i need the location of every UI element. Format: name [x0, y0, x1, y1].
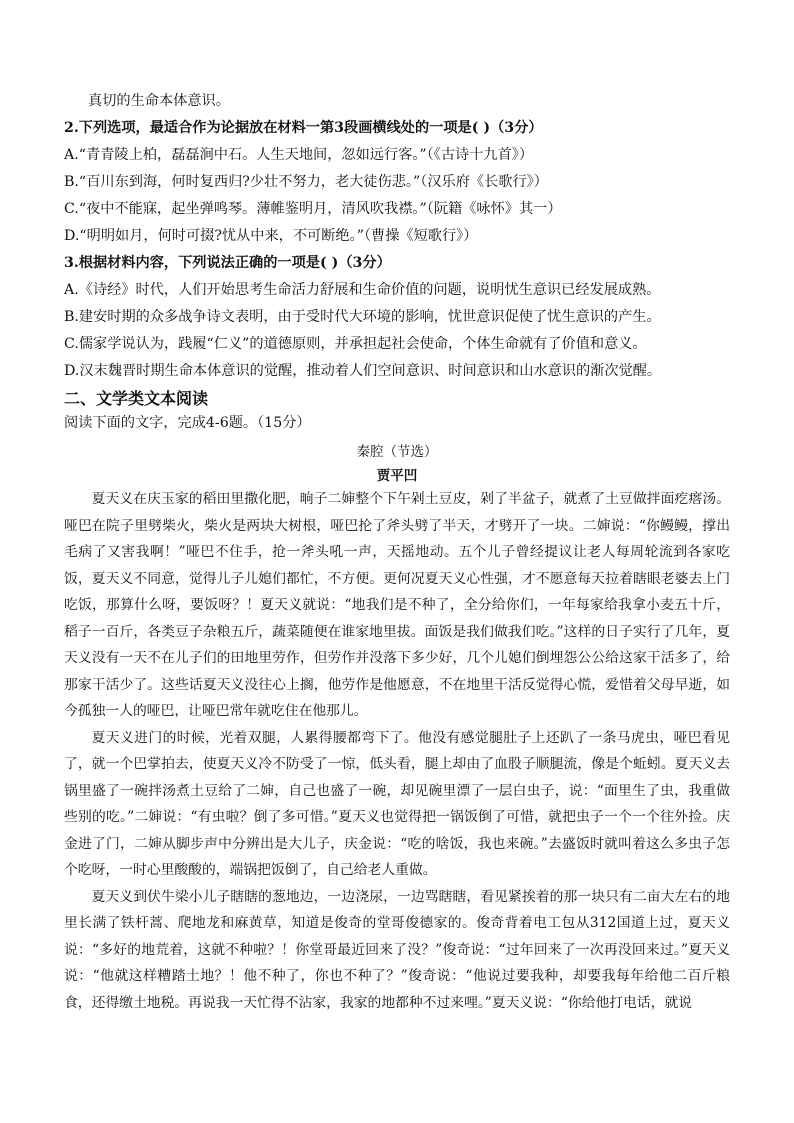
question-2-stem: 2.下列选项，最适合作为论据放在材料一第3段画横线处的一项是( )（3分）	[64, 120, 543, 136]
question-2-option-b: B.“百川东到海，何时复西归?少壮不努力，老大徒伤悲。”（汉乐府《长歌行》）	[64, 174, 548, 190]
passage-body	[64, 486, 730, 1046]
section-heading: 二、文学类文本阅读	[64, 389, 209, 408]
question-3-option-d: D.汉末魏晋时期生命本体意识的觉醒，推动着人们空间意识、时间意识和山水意识的渐次觉醒。	[64, 363, 662, 379]
passage-paragraph: 夏天义进门的时候，光着双腿，人累得腰都弯下了。他没有感觉腿肚子上还趴了一条马虎虫，哑巴看见了，就一个巴掌拍去，使夏天义冷不防受了一惊，低头看，腿上却由了血股子顺腿流，像是个蚯蚓。夏天义去锅里盛了一碗拌汤煮土豆给了二婶，自己也盛了一碗，却见碗里漂了一层白虫子，说：“面里生了虫，我重做些别的吃。”二婶说：“有虫啦？倒了多可惜。”夏天义也觉得把一锅饭倒了可惜，就把虫子一个一个往外捡。庆金进了门，二婶从脚步声中分辨出是大儿子，庆金说：“吃的啥饭，我也来碗。”去盛饭时就叫着这么多虫子怎个吃呀，一时心里酸酸的，端锅把饭倒了，自己给老人重做。	[64, 729, 730, 878]
question-2-option-c: C.“夜中不能寐，起坐弹鸣琴。薄帷鉴明月，清风吹我襟。”（阮籍《咏怀》其一）	[64, 201, 562, 217]
section-instruction: 阅读下面的文字，完成4-6题。（15分）	[64, 415, 311, 431]
passage-paragraph: 夏天义到伏牛梁小儿子瞎瞎的葱地边，一边浇尿，一边骂瞎瞎，看见紧挨着的那一块只有二亩大左右的地里长满了铁杆蒿、爬地龙和麻黄草，知道是俊奇的堂哥俊德家的。俊奇背着电工包从312国道上过，夏天义说：“多好的地荒着，这就不种啦？！你堂哥最近回来了没？”俊奇说：“过年回来了一次再没回来过。”夏天义说：“他就这样糟踏土地？！他不种了，你也不种了？”俊奇说：“他说过要我种，却要我每年给他二百斤粮食，还得缴土地税。再说我一天忙得不沾家，我家的地都种不过来哩。”夏天义说：“你给他打电话，就说	[64, 888, 730, 1011]
question-3-stem: 3.根据材料内容，下列说法正确的一项是( )（3分）	[64, 255, 391, 271]
question-3-option-a: A.《诗经》时代，人们开始思考生命活力舒展和生命价值的问题，说明忧生意识已经发展成熟。	[64, 282, 661, 298]
passage-paragraph: 夏天义在庆玉家的稻田里撒化肥，晌子二婶整个下午剁土豆皮，剁了半盆子，就煮了土豆做拌面疙瘩汤。哑巴在院子里劈柴火，柴火是两块大树根，哑巴抡了斧头劈了半天，才劈开了一块。二婶说：“你鳗鳗，撑出毛病了又害我啊！”哑巴不住手，抢一斧头吼一声，天摇地动。五个儿子曾经提议让老人每周轮流到各家吃饭，夏天义不同意，觉得儿子儿媳们都忙，不方便。更何况夏天义心性强，才不愿意每天拉着瞎眼老婆去上门吃饭，那算什么呀，要饭呀？！夏天义就说：“地我们是不种了，全分给你们，一年每家给我拿小麦五十斤，稻子一百斤，各类豆子杂粮五斤，蔬菜随便在谁家地里拔。面饭是我们做我们吃。”这样的日子实行了几年，夏天义没有一天不在儿子们的田地里劳作，但劳作并没落下多少好，几个儿媳们倒埋怨公公给这家干活多了，给那家干活少了。这些话夏天义没往心上搁，他劳作是他愿意，不在地里干活反觉得心慌，爱惜着父母早逝，如今孤独一人的哑巴，让哑巴常年就吃住在他那儿。	[64, 491, 730, 719]
continued-text: 真切的生命本体意识。	[88, 93, 230, 109]
passage-author: 贾平凹	[376, 468, 418, 484]
question-2-option-d: D.“明明如月，何时可掇?忧从中来，不可断绝。”（曹操《短歌行》）	[64, 228, 478, 244]
question-3-option-c: C.儒家学说认为，践履“仁义”的道德原则，并承担起社会使命，个体生命就有了价值和意义。	[64, 336, 647, 352]
passage-title: 秦腔（节选）	[356, 444, 438, 460]
question-2-option-a: A.“青青陵上柏，磊磊涧中石。人生天地间，忽如远行客。”（《古诗十九首》）	[64, 147, 534, 163]
question-3-option-b: B.建安时期的众多战争诗文表明，由于受时代大环境的影响，忧世意识促使了忧生意识的产生。	[64, 309, 661, 325]
